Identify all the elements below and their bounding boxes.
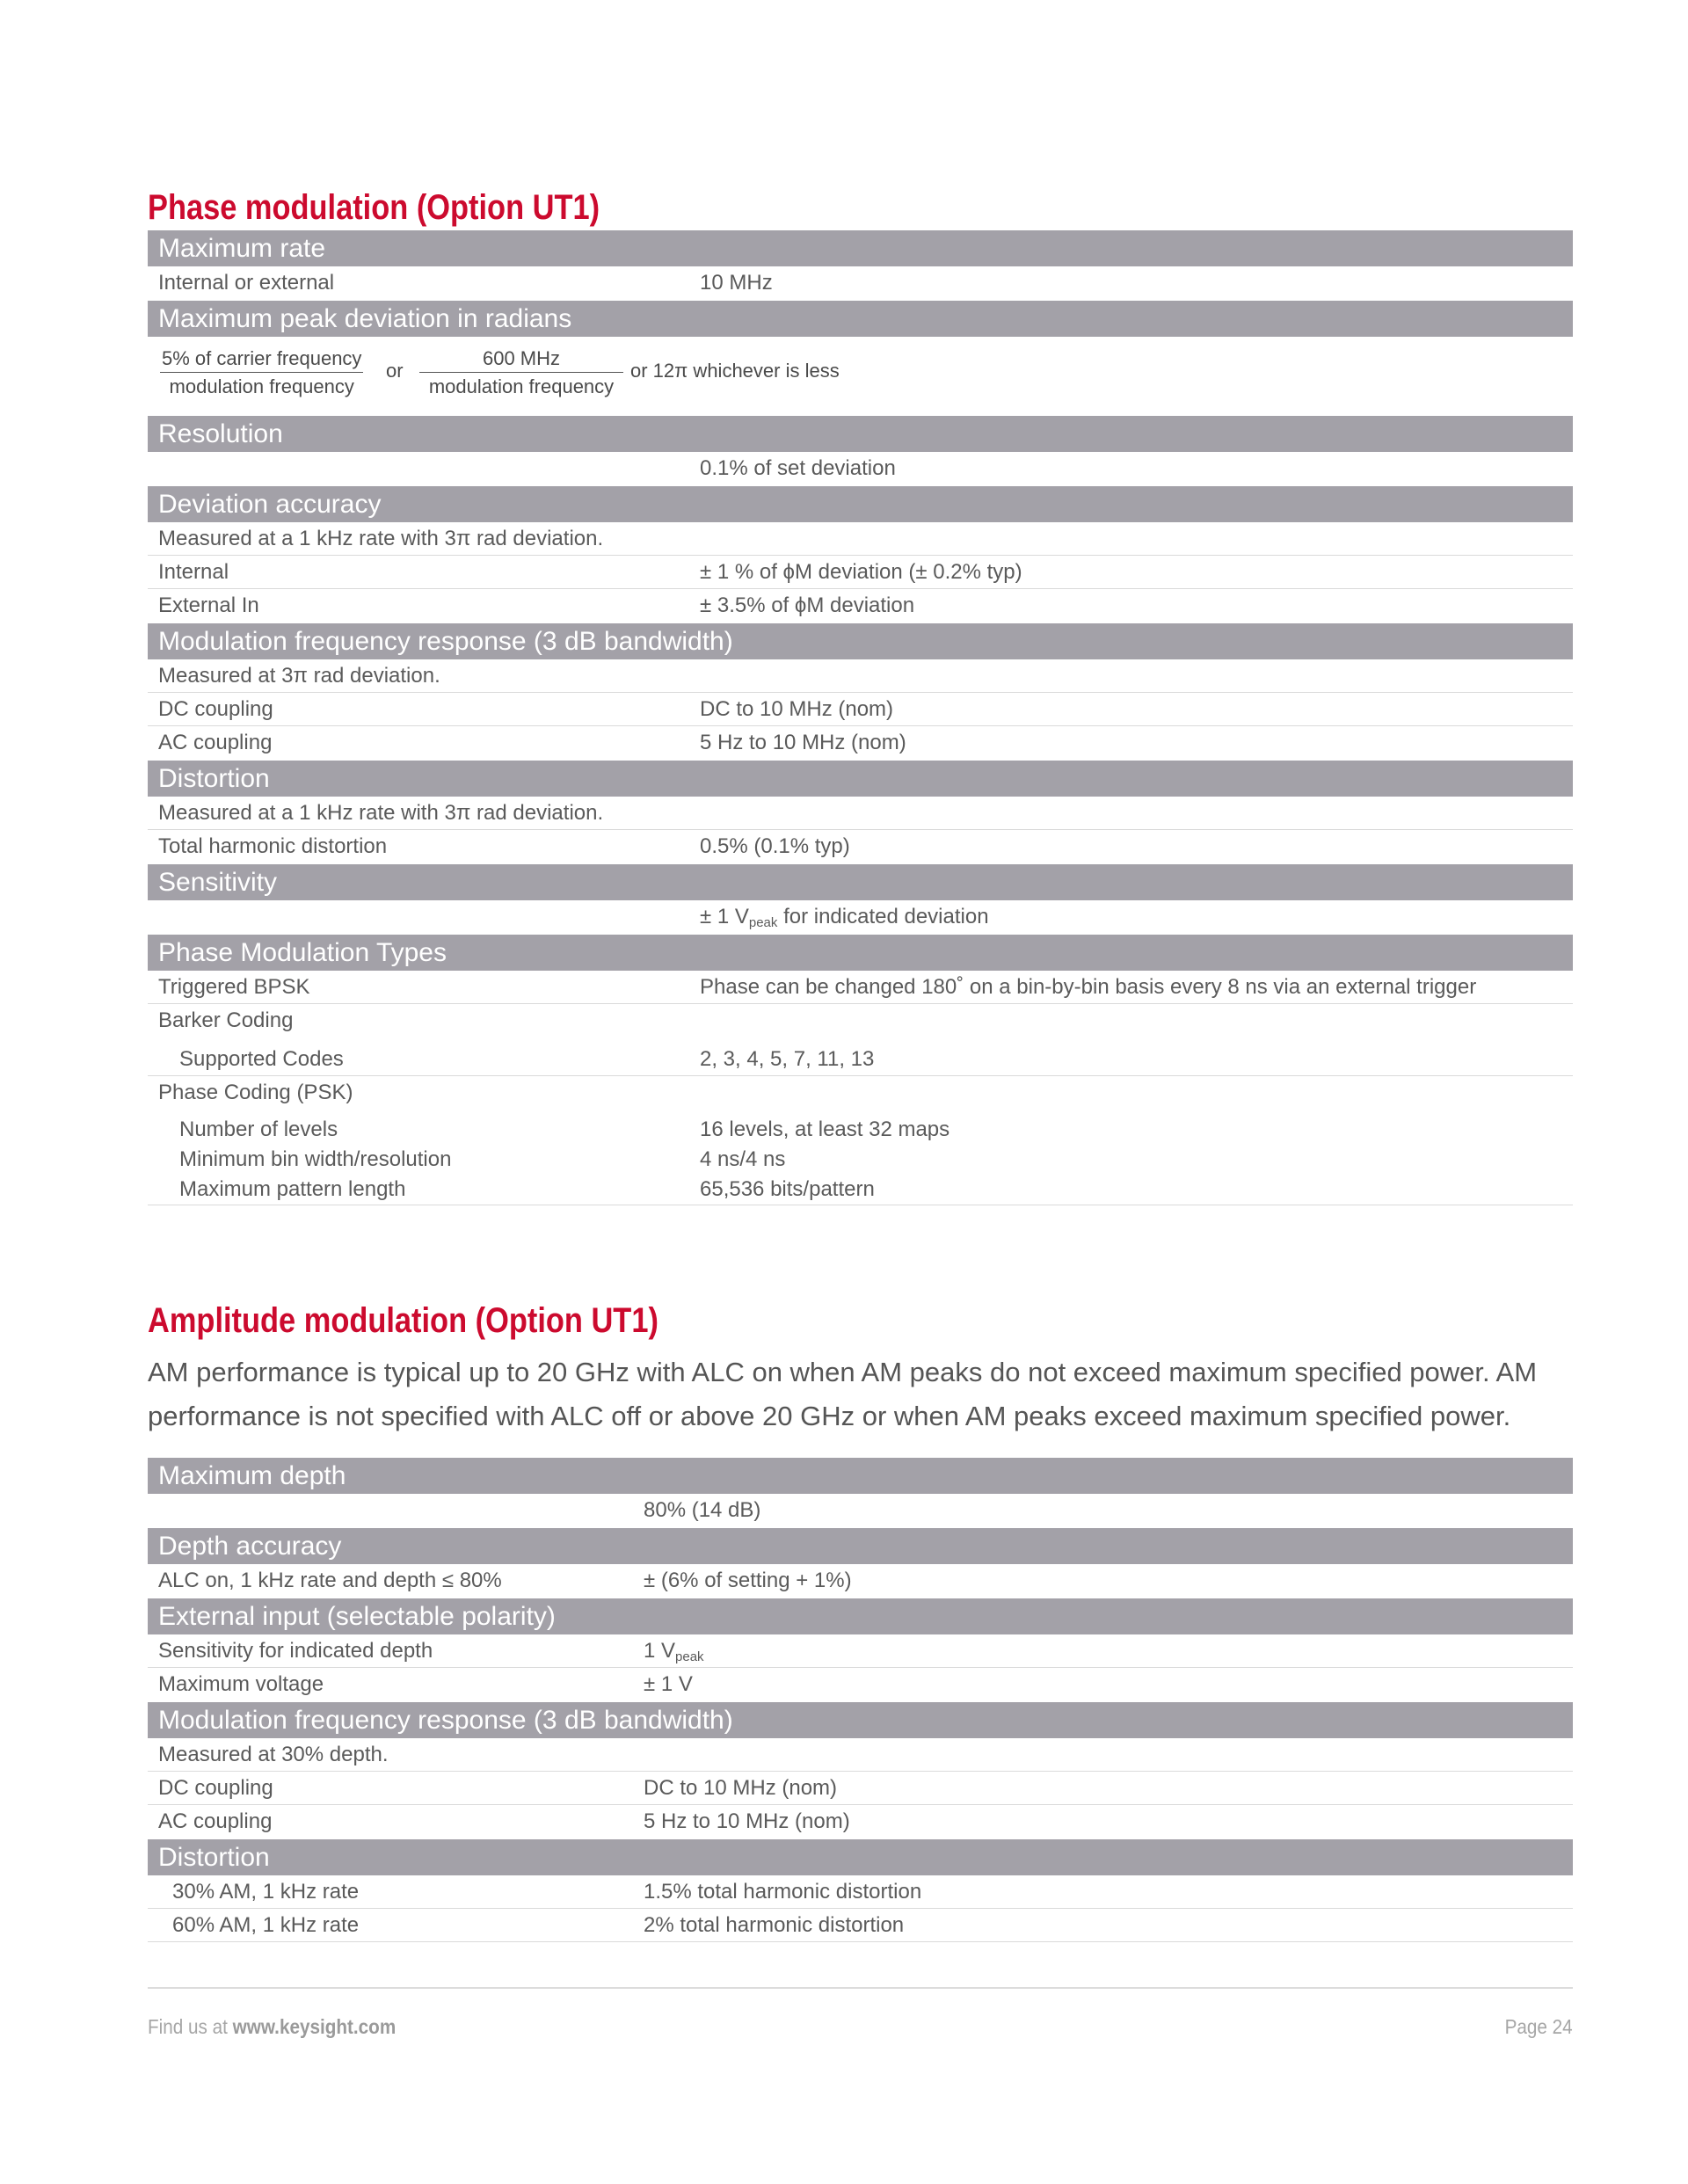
max-voltage-label: Maximum voltage <box>158 1672 324 1696</box>
max-depth-row <box>148 1494 1573 1526</box>
bin-width-label: Minimum bin width/resolution <box>179 1147 452 1171</box>
footer-find-text: Find us at <box>148 2015 233 2038</box>
supported-codes-row <box>148 1043 1573 1076</box>
am-sensitivity-value-subscript: peak <box>675 1649 704 1664</box>
am-ac-coupling-value: 5 Hz to 10 MHz (nom) <box>644 1809 850 1833</box>
max-rate-value: 10 MHz <box>700 271 773 295</box>
psk-label: Phase Coding (PSK) <box>158 1081 353 1104</box>
bpsk-value: Phase can be changed 180˚ on a bin-by-bin basis every 8 ns via an external trigger <box>700 975 1477 999</box>
pm-distortion-note <box>148 797 1573 830</box>
bin-width-value: 4 ns/4 ns <box>700 1147 786 1171</box>
peak-deviation-formula <box>148 337 1573 414</box>
depth-accuracy-label: ALC on, 1 kHz rate and depth ≤ 80% <box>158 1569 502 1592</box>
formula-tail: or 12π whichever is less <box>630 360 840 382</box>
am-distortion-row-30 <box>148 1875 1573 1909</box>
pm-ac-coupling-value: 5 Hz to 10 MHz (nom) <box>700 731 906 754</box>
am-ac-coupling-row <box>148 1805 1573 1838</box>
am-freq-response-note <box>148 1738 1573 1772</box>
am-sensitivity-label: Sensitivity for indicated depth <box>158 1639 433 1663</box>
fraction-carrier <box>160 346 363 401</box>
pattern-length-row <box>148 1175 1573 1205</box>
peak-deviation-header: Maximum peak deviation in radians <box>148 301 1573 337</box>
amplitude-modulation-section <box>148 1299 1573 1942</box>
fraction-carrier-numerator: 5% of carrier frequency <box>160 346 363 373</box>
deviation-accuracy-header: Deviation accuracy <box>148 486 1573 522</box>
pm-ac-coupling-row <box>148 726 1573 759</box>
sensitivity-value-main: ± 1 V <box>700 905 749 928</box>
deviation-accuracy-note <box>148 522 1573 556</box>
am-distortion-header: Distortion <box>148 1839 1573 1875</box>
pm-types-header: Phase Modulation Types <box>148 935 1573 971</box>
fraction-600mhz-numerator: 600 MHz <box>419 346 623 373</box>
deviation-external-value: ± 3.5% of ϕM deviation <box>700 593 915 617</box>
bpsk-label: Triggered BPSK <box>158 975 310 999</box>
am-freq-response-header: Modulation frequency response (3 dB bandwidth) <box>148 1702 1573 1738</box>
pm-freq-response-note-text: Measured at 3π rad deviation. <box>158 664 440 688</box>
external-input-header: External input (selectable polarity) <box>148 1598 1573 1634</box>
pattern-length-label: Maximum pattern length <box>179 1177 406 1201</box>
resolution-value: 0.1% of set deviation <box>700 456 896 480</box>
deviation-internal-label: Internal <box>158 560 229 584</box>
am-ac-coupling-label: AC coupling <box>158 1809 273 1833</box>
pm-freq-response-note <box>148 659 1573 693</box>
bpsk-row <box>148 971 1573 1004</box>
depth-accuracy-value: ± (6% of setting + 1%) <box>644 1569 852 1592</box>
formula-or: or <box>386 360 404 382</box>
am-distortion-60-value: 2% total harmonic distortion <box>644 1913 905 1937</box>
supported-codes-value: 2, 3, 4, 5, 7, 11, 13 <box>700 1047 875 1071</box>
am-distortion-30-label: 30% AM, 1 kHz rate <box>172 1880 360 1904</box>
max-voltage-row <box>148 1668 1573 1700</box>
phase-modulation-title: Phase modulation (Option UT1) <box>148 188 600 227</box>
pm-ac-coupling-label: AC coupling <box>158 731 273 754</box>
pattern-length-value: 65,536 bits/pattern <box>700 1177 875 1201</box>
barker-row <box>148 1004 1573 1043</box>
levels-value: 16 levels, at least 32 maps <box>700 1117 950 1141</box>
pm-thd-label: Total harmonic distortion <box>158 834 388 858</box>
pm-dc-coupling-label: DC coupling <box>158 697 273 721</box>
supported-codes-label: Supported Codes <box>179 1047 344 1071</box>
am-distortion-60-label: 60% AM, 1 kHz rate <box>172 1913 360 1937</box>
am-intro-paragraph: AM performance is typical up to 20 GHz with ALC on when AM peaks do not exceed maximum specified power. AM performance is not specified with ALC off or above 20 GHz or when AM peaks exceed maximum specified power. <box>148 1357 1538 1431</box>
am-dc-coupling-row <box>148 1772 1573 1805</box>
amplitude-modulation-title: Amplitude modulation (Option UT1) <box>148 1301 658 1340</box>
max-rate-row <box>148 266 1573 299</box>
sensitivity-value-subscript: peak <box>748 915 778 930</box>
bin-width-row <box>148 1145 1573 1175</box>
am-distortion-30-value: 1.5% total harmonic distortion <box>644 1880 922 1904</box>
fraction-600mhz <box>419 346 623 401</box>
deviation-internal-row <box>148 556 1573 589</box>
psk-row <box>148 1076 1573 1115</box>
max-voltage-value: ± 1 V <box>644 1672 693 1696</box>
depth-accuracy-header: Depth accuracy <box>148 1528 1573 1564</box>
pm-freq-response-header: Modulation frequency response (3 dB bandwidth) <box>148 623 1573 659</box>
pm-distortion-note-text: Measured at a 1 kHz rate with 3π rad deviation. <box>158 801 604 825</box>
pm-thd-value: 0.5% (0.1% typ) <box>700 834 850 858</box>
footer-find-us <box>148 2015 396 2039</box>
pm-thd-row <box>148 830 1573 863</box>
am-dc-coupling-label: DC coupling <box>158 1776 273 1800</box>
depth-accuracy-row <box>148 1564 1573 1597</box>
max-depth-value: 80% (14 dB) <box>644 1498 761 1522</box>
levels-label: Number of levels <box>179 1117 338 1141</box>
max-rate-label: Internal or external <box>158 271 335 295</box>
am-freq-response-note-text: Measured at 30% depth. <box>158 1743 389 1766</box>
footer-url-link[interactable]: www.keysight.com <box>232 2015 397 2038</box>
deviation-external-label: External In <box>158 593 259 617</box>
pm-distortion-header: Distortion <box>148 761 1573 797</box>
fraction-600mhz-denominator: modulation frequency <box>428 375 615 397</box>
sensitivity-value-suffix: for indicated deviation <box>777 905 989 928</box>
resolution-row <box>148 452 1573 484</box>
fraction-carrier-denominator: modulation frequency <box>169 375 354 397</box>
pm-dc-coupling-value: DC to 10 MHz (nom) <box>700 697 894 721</box>
footer-page-number: Page 24 <box>1504 2015 1573 2038</box>
am-sensitivity-row <box>148 1634 1573 1668</box>
max-depth-header: Maximum depth <box>148 1458 1573 1494</box>
deviation-internal-value: ± 1 % of ϕM deviation (± 0.2% typ) <box>700 560 1022 584</box>
footer-divider <box>148 1987 1573 1989</box>
am-distortion-row-60 <box>148 1909 1573 1942</box>
am-dc-coupling-value: DC to 10 MHz (nom) <box>644 1776 838 1800</box>
sensitivity-header: Sensitivity <box>148 864 1573 900</box>
barker-label: Barker Coding <box>158 1008 294 1032</box>
am-sensitivity-value-main: 1 V <box>644 1639 676 1663</box>
deviation-accuracy-note-text: Measured at a 1 kHz rate with 3π rad deviation. <box>158 527 604 550</box>
phase-modulation-section <box>148 186 1573 1205</box>
sensitivity-value <box>700 900 989 939</box>
max-rate-header: Maximum rate <box>148 230 1573 266</box>
pm-dc-coupling-row <box>148 693 1573 726</box>
sensitivity-row <box>148 900 1573 933</box>
resolution-header: Resolution <box>148 416 1573 452</box>
levels-row <box>148 1115 1573 1145</box>
deviation-external-row <box>148 589 1573 622</box>
